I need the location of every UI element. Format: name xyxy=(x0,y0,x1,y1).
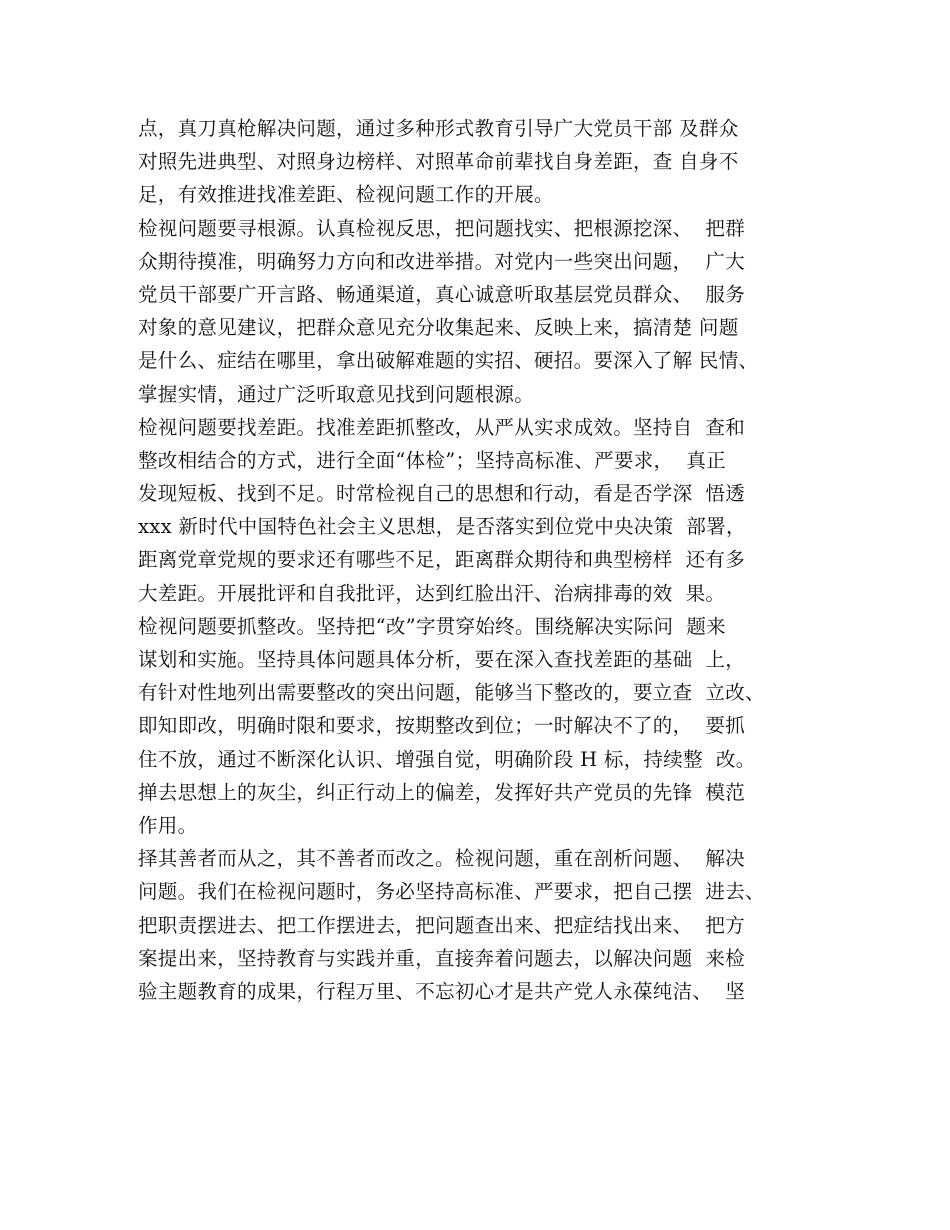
text-line: 对照先进典型、对照身边榜样、对照革命前辈找自身差距，查 自身不 xyxy=(138,150,739,174)
text-line: 住不放，通过不断深化认识、增强自觉，明确阶段 H 标，持续整 改。 xyxy=(138,747,756,771)
text-line: 大差距。开展批评和自我批评，达到红脸出汗、治病排毒的效 果。 xyxy=(138,581,726,605)
text-line: 问题。我们在检视问题时，务必坚持高标准、严要求，把自己摆 进去、 xyxy=(138,880,765,904)
text-line: 众期待摸准，明确努力方向和改进举措。对党内一些突出问题， 广大 xyxy=(138,249,745,273)
text-line: 检视问题要抓整改。坚持把“改”字贯穿始终。围绕解决实际问 题来 xyxy=(138,614,726,638)
body-text xyxy=(138,112,838,1008)
text-line: 检视问题要找差距。找准差距抓整改，从严从实求成效。坚持自 查和 xyxy=(138,415,745,439)
text-line: 掸去思想上的灰尘，纠正行动上的偏差，发挥好共产党员的先锋 模范 xyxy=(138,780,745,804)
text-line: 把职责摆进去、把工作摆进去，把问题查出来、把症结找出来、 把方 xyxy=(138,913,745,937)
text-line: 作用。 xyxy=(138,813,198,837)
text-line: 发现短板、找到不足。时常检视自己的思想和行动，看是否学深 悟透 xyxy=(138,482,745,506)
text-line: 掌握实情，通过广泛听取意见找到问题根源。 xyxy=(138,382,535,406)
text-line: 案提出来，坚持教育与实践并重，直接奔着问题去，以解决问题 来检 xyxy=(138,946,745,970)
text-line: 是什么、症结在哪里，拿出破解难题的实招、硬招。要深入了解 民情、 xyxy=(138,349,759,373)
text-line: 距离党章党规的要求还有哪些不足，距离群众期待和典型榜样 还有多 xyxy=(138,548,745,572)
text-line: 择其善者而从之，其不善者而改之。检视问题，重在剖析问题、 解决 xyxy=(138,847,745,871)
text-line: 足，有效推进找准差距、检视问题工作的开展。 xyxy=(138,183,554,207)
text-line: 有针对性地列出需要整改的突出问题，能够当下整改的，要立查 立改、 xyxy=(138,681,765,705)
text-line: 验主题教育的成果，行程万里、不忘初心才是共产党人永葆纯洁、 坚 xyxy=(138,979,745,1003)
text-line: 对象的意见建议，把群众意见充分收集起来、反映上来，搞清楚 问题 xyxy=(138,316,739,340)
text-line: 检视问题要寻根源。认真检视反思，把问题找实、把根源挖深、 把群 xyxy=(138,216,745,240)
text-line: 点，真刀真枪解决问题，通过多种形式教育引导广大党员干部 及群众 xyxy=(138,117,739,140)
text-line: xxx 新时代中国特色社会主义思想，是否落实到位党中央决策 部署， xyxy=(138,515,746,539)
text-line: 党员干部要广开言路、畅通渠道，真心诚意听取基层党员群众、 服务 xyxy=(138,282,745,306)
text-line: 整改相结合的方式，进行全面“体检”；坚持高标准、严要求， 真正 xyxy=(138,448,726,472)
text-line: 谋划和实施。坚持具体问题具体分析，要在深入查找差距的基础 上， xyxy=(138,648,745,671)
text-line: 即知即改，明确时限和要求，按期整改到位；一时解决不了的， 要抓 xyxy=(138,714,745,738)
